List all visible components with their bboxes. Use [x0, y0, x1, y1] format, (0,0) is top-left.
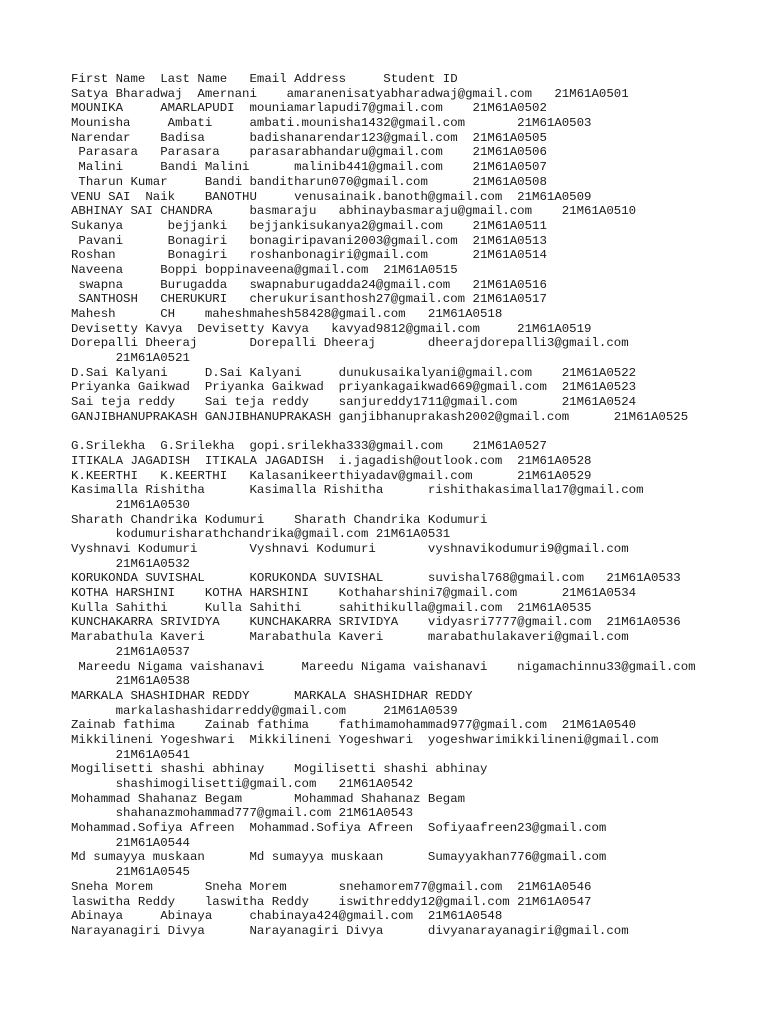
document-line: Pavani Bonagiri bonagiripavani2003@gmail.com 21M61A0513 — [71, 233, 547, 248]
document-line: Tharun Kumar Bandi banditharun070@gmail.com 21M61A0508 — [71, 174, 547, 189]
document-line: Mareedu Nigama vaishanavi Mareedu Nigama vaishanavi nigamachinnu33@gmail.com — [71, 659, 696, 674]
document-line: Malini Bandi Malini malinib441@gmail.com 21M61A0507 — [71, 160, 547, 175]
document-line: Satya Bharadwaj Amernani amaranenisatyabharadwaj@gmail.com 21M61A0501 — [71, 86, 629, 101]
document-line: Marabathula Kaveri Marabathula Kaveri marabathulakaveri@gmail.com — [71, 630, 629, 645]
document-line: Narendar Badisa badishanarendar123@gmail.com 21M61A0505 — [71, 130, 547, 145]
document-text — [71, 72, 751, 939]
document-line: SANTHOSH CHERUKURI cherukurisanthosh27@gmail.com 21M61A0517 — [71, 292, 547, 307]
document-line: markalashashidarreddy@gmail.com 21M61A0539 — [71, 703, 458, 718]
document-line — [71, 425, 751, 440]
document-line: Priyanka Gaikwad Priyanka Gaikwad priyankagaikwad669@gmail.com 21M61A0523 — [71, 380, 637, 395]
document-line: Mohammad.Sofiya Afreen Mohammad.Sofiya Afreen Sofiyaafreen23@gmail.com — [71, 821, 607, 836]
document-line: Sharath Chandrika Kodumuri Sharath Chandrika Kodumuri — [71, 512, 488, 527]
document-line: Roshan Bonagiri roshanbonagiri@gmail.com 21M61A0514 — [71, 248, 547, 263]
document-line: 21M61A0541 — [71, 747, 190, 762]
document-line: kodumurisharathchandrika@gmail.com 21M61A0531 — [71, 527, 451, 542]
document-line: Zainab fathima Zainab fathima fathimamohammad977@gmail.com 21M61A0540 — [71, 718, 637, 733]
document-line: laswitha Reddy laswitha Reddy iswithreddy12@gmail.com 21M61A0547 — [71, 894, 592, 909]
document-line: K.KEERTHI K.KEERTHI Kalasanikeerthiyadav@gmail.com 21M61A0529 — [71, 468, 592, 483]
document-line: Mounisha Ambati ambati.mounisha1432@gmail.com 21M61A0503 — [71, 116, 592, 131]
document-line: KOTHA HARSHINI KOTHA HARSHINI Kothaharshini7@gmail.com 21M61A0534 — [71, 586, 637, 601]
document-line: 21M61A0538 — [71, 674, 190, 689]
document-line: Mohammad Shahanaz Begam Mohammad Shahanaz Begam — [71, 791, 466, 806]
document-line: 21M61A0532 — [71, 556, 190, 571]
document-line: G.Srilekha G.Srilekha gopi.srilekha333@gmail.com 21M61A0527 — [71, 439, 547, 454]
document-line: Narayanagiri Divya Narayanagiri Divya divyanarayanagiri@gmail.com — [71, 923, 629, 938]
document-line: ITIKALA JAGADISH ITIKALA JAGADISH i.jagadish@outlook.com 21M61A0528 — [71, 453, 592, 468]
document-line: VENU SAI Naik BANOTHU venusainaik.banoth@gmail.com 21M61A0509 — [71, 189, 592, 204]
document-line: Sneha Morem Sneha Morem snehamorem77@gmail.com 21M61A0546 — [71, 879, 592, 894]
document-line: D.Sai Kalyani D.Sai Kalyani dunukusaikalyani@gmail.com 21M61A0522 — [71, 365, 637, 380]
document-line: 21M61A0544 — [71, 835, 190, 850]
document-line: Vyshnavi Kodumuri Vyshnavi Kodumuri vyshnavikodumuri9@gmail.com — [71, 542, 629, 556]
document-line: shashimogilisetti@gmail.com 21M61A0542 — [71, 777, 414, 791]
document-line: KORUKONDA SUVISHAL KORUKONDA SUVISHAL suvishal768@gmail.com 21M61A0533 — [71, 571, 681, 586]
document-line: 21M61A0537 — [71, 644, 190, 659]
document-line: Dorepalli Dheeraj Dorepalli Dheeraj dheerajdorepalli3@gmail.com — [71, 336, 629, 351]
document-line: MARKALA SHASHIDHAR REDDY MARKALA SHASHIDHAR REDDY — [71, 688, 473, 703]
document-line: 21M61A0521 — [71, 351, 190, 366]
document-line: Sai teja reddy Sai teja reddy sanjureddy1711@gmail.com 21M61A0524 — [71, 395, 637, 410]
document-line: 21M61A0530 — [71, 497, 190, 512]
document-line: Kulla Sahithi Kulla Sahithi sahithikulla@gmail.com 21M61A0535 — [71, 600, 592, 615]
document-line: Naveena Boppi boppinaveena@gmail.com 21M61A0515 — [71, 262, 458, 277]
document-line: Devisetty Kavya Devisetty Kavya kavyad9812@gmail.com 21M61A0519 — [71, 321, 592, 336]
document-line: shahanazmohammad777@gmail.com 21M61A0543 — [71, 806, 414, 821]
document-line: First Name Last Name Email Address Student ID — [71, 72, 458, 86]
document-line: Sukanya bejjanki bejjankisukanya2@gmail.com 21M61A0511 — [71, 218, 547, 233]
document-line: Mahesh CH maheshmahesh58428@gmail.com 21M61A0518 — [71, 307, 503, 321]
document-line: Md sumayya muskaan Md sumayya muskaan Sumayyakhan776@gmail.com — [71, 850, 607, 865]
document-line: 21M61A0545 — [71, 865, 190, 880]
document-line: GANJIBHANUPRAKASH GANJIBHANUPRAKASH ganjibhanuprakash2002@gmail.com 21M61A0525 — [71, 409, 689, 424]
document-line: swapna Burugadda swapnaburugadda24@gmail.com 21M61A0516 — [71, 277, 547, 292]
document-line: Kasimalla Rishitha Kasimalla Rishitha rishithakasimalla17@gmail.com — [71, 483, 644, 498]
document-line: Mikkilineni Yogeshwari Mikkilineni Yogeshwari yogeshwarimikkilineni@gmail.com — [71, 732, 659, 747]
document-line: Mogilisetti shashi abhinay Mogilisetti shashi abhinay — [71, 762, 488, 777]
document-line: KUNCHAKARRA SRIVIDYA KUNCHAKARRA SRIVIDYA vidyasri7777@gmail.com 21M61A0536 — [71, 615, 681, 630]
document-line: Parasara Parasara parasarabhandaru@gmail.com 21M61A0506 — [71, 145, 547, 160]
document-line: ABHINAY SAI CHANDRA basmaraju abhinaybasmaraju@gmail.com 21M61A0510 — [71, 204, 637, 219]
document-line: MOUNIKA AMARLAPUDI mouniamarlapudi7@gmail.com 21M61A0502 — [71, 101, 547, 116]
document-line: Abinaya Abinaya chabinaya424@gmail.com 21M61A0548 — [71, 909, 503, 924]
